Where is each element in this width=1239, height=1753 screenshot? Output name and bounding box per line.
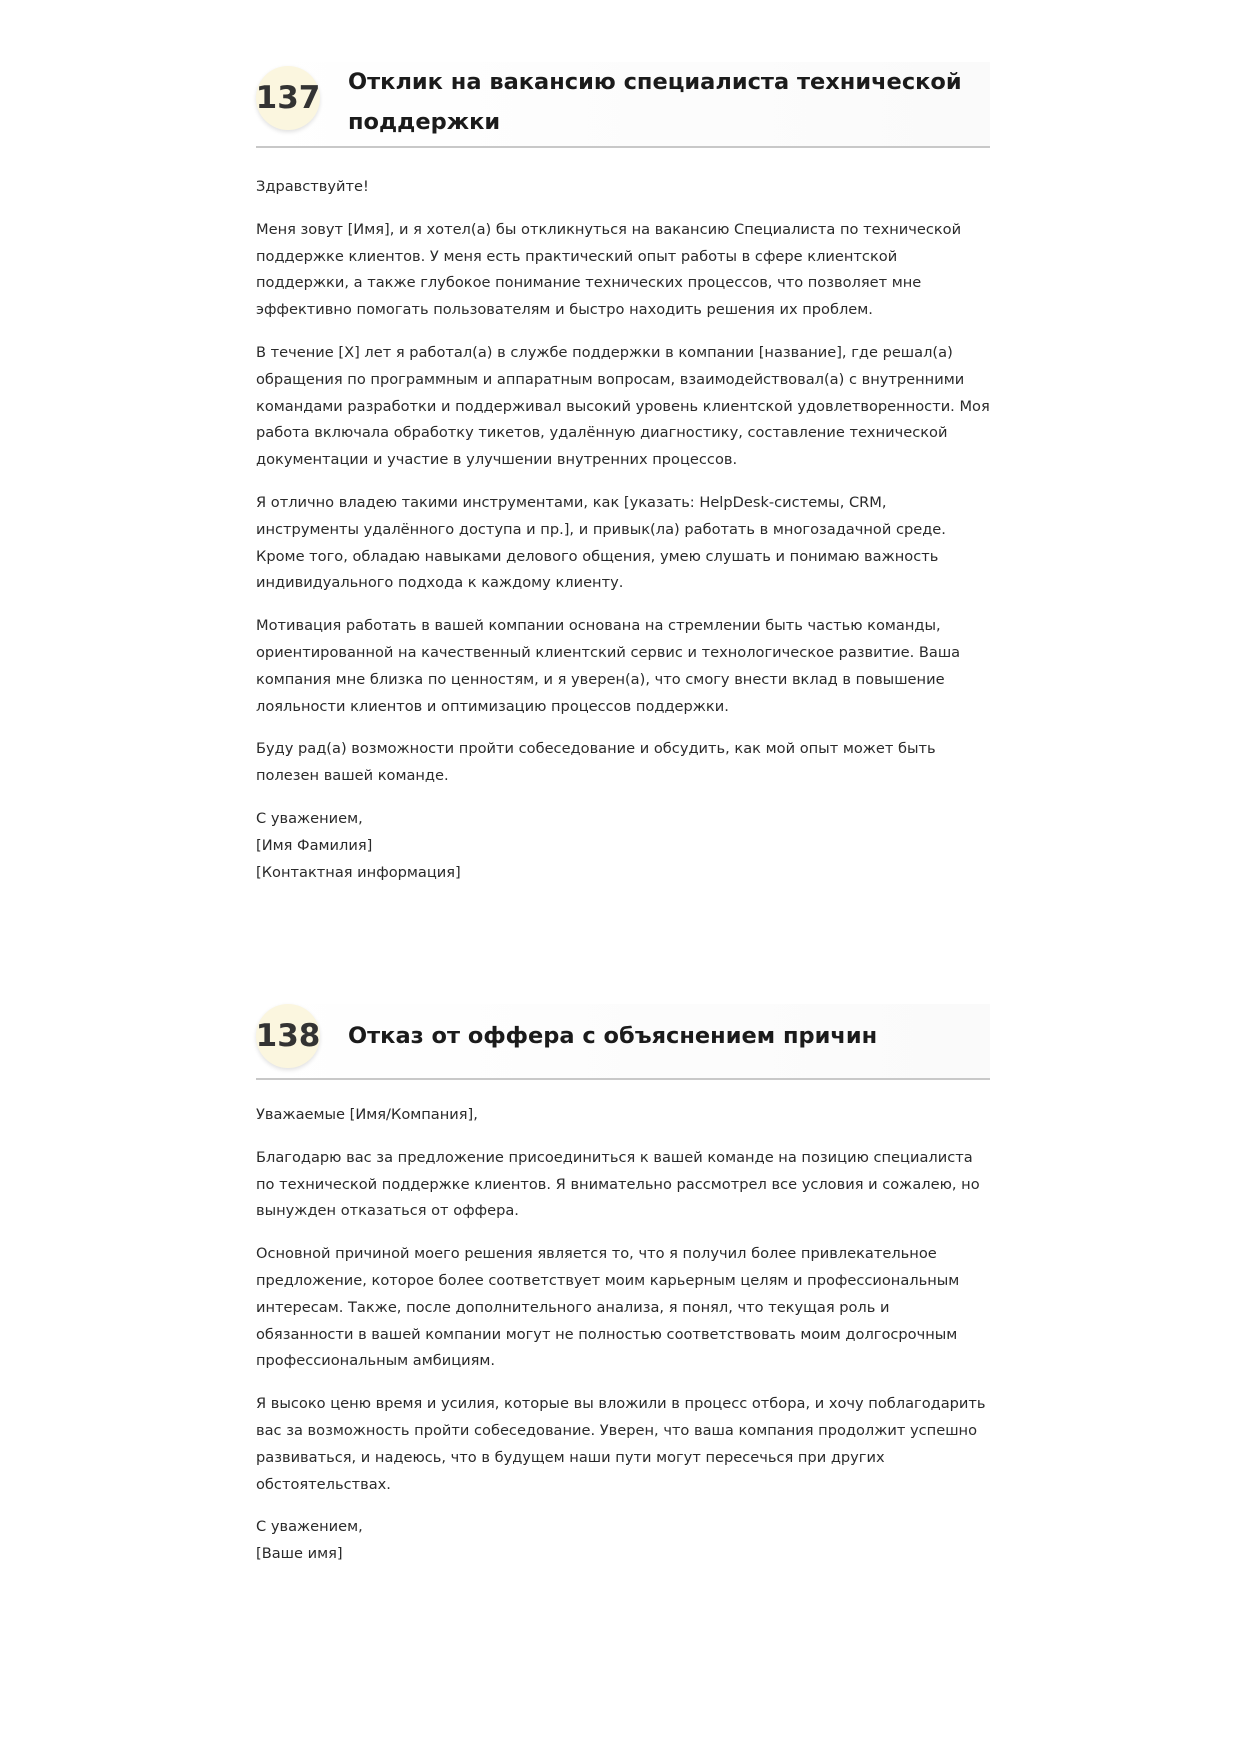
section-number-badge <box>256 66 320 130</box>
letter-body <box>256 174 990 886</box>
section-138 <box>256 1004 990 1584</box>
signature-line: [Имя Фамилия] <box>256 836 373 854</box>
signature-line: С уважением, <box>256 809 363 827</box>
section-header <box>256 62 990 148</box>
section-137 <box>256 62 990 902</box>
paragraph: Я высоко ценю время и усилия, которые вы вложили в процесс отбора, и хочу поблагодарить вас за возможность пройти собеседование. Уверен, что ваша компания продолжит успешно развиваться, и надеюсь, что в будущем наши пути могут пересечься при других обстоятельствах. <box>256 1395 986 1493</box>
letter-body <box>256 1102 990 1568</box>
greeting: Здравствуйте! <box>256 178 369 195</box>
section-number: 138 <box>255 1018 321 1054</box>
paragraph: Основной причиной моего решения является то, что я получил более привлекательное предложение, которое более соответствует моим карьерным целям и профессиональным интересам. Также, после дополнительного анализа, я понял, что текущая роль и обязанности в вашей компании могут не полностью соответствовать моим долгосрочным профессиональным амбициям. <box>256 1245 960 1370</box>
section-number-badge <box>256 1004 320 1068</box>
section-header <box>256 1004 990 1080</box>
greeting: Уважаемые [Имя/Компания], <box>256 1106 478 1123</box>
paragraph: Мотивация работать в вашей компании основана на стремлении быть частью команды, ориентированной на качественный клиентский сервис и технологическое развитие. Ваша компания мне близка по ценностям, и я уверен(а), что смогу внести вклад в повышение лояльности клиентов и оптимизацию процессов поддержки. <box>256 617 961 715</box>
section-number: 137 <box>255 80 321 116</box>
paragraph: Я отлично владею такими инструментами, как [указать: HelpDesk-системы, CRM, инструменты удалённого доступа и пр.], и привык(ла) работать в многозадачной среде. Кроме того, обладаю навыками делового общения, умею слушать и понимаю важность индивидуального подхода к каждому клиенту. <box>256 493 946 592</box>
paragraph: В течение [X] лет я работал(а) в службе поддержки в компании [название], где решал(а) обращения по программным и аппаратным вопросам, взаимодействовал(а) с внутренними командами разработки и поддерживал высокий уровень клиентской удовлетворенности. Моя работа включала обработку тикетов, удалённую диагностику, составление технической документации и участие в улучшении внутренних процессов. <box>256 343 990 469</box>
section-title: Отказ от оффера с объяснением причин <box>348 1023 878 1049</box>
paragraph: Буду рад(а) возможности пройти собеседование и обсудить, как мой опыт может быть полезен вашей команде. <box>256 740 936 785</box>
paragraph: Благодарю вас за предложение присоединиться к вашей команде на позицию специалиста по технической поддержке клиентов. Я внимательно рассмотрел все условия и сожалею, но вынужден отказаться от оффера. <box>256 1148 980 1220</box>
signature-line: [Контактная информация] <box>256 863 461 881</box>
signature-line: С уважением, <box>256 1518 363 1536</box>
signature <box>256 806 990 886</box>
signature-line: [Ваше имя] <box>256 1545 343 1563</box>
signature <box>256 1514 990 1568</box>
paragraph: Меня зовут [Имя], и я хотел(а) бы откликнуться на вакансию Специалиста по технической поддержке клиентов. У меня есть практический опыт работы в сфере клиентской поддержки, а также глубокое понимание технических процессов, что позволяет мне эффективно помогать пользователям и быстро находить решения их проблем. <box>256 220 962 319</box>
section-title: Отклик на вакансию специалиста технической поддержки <box>348 69 962 135</box>
